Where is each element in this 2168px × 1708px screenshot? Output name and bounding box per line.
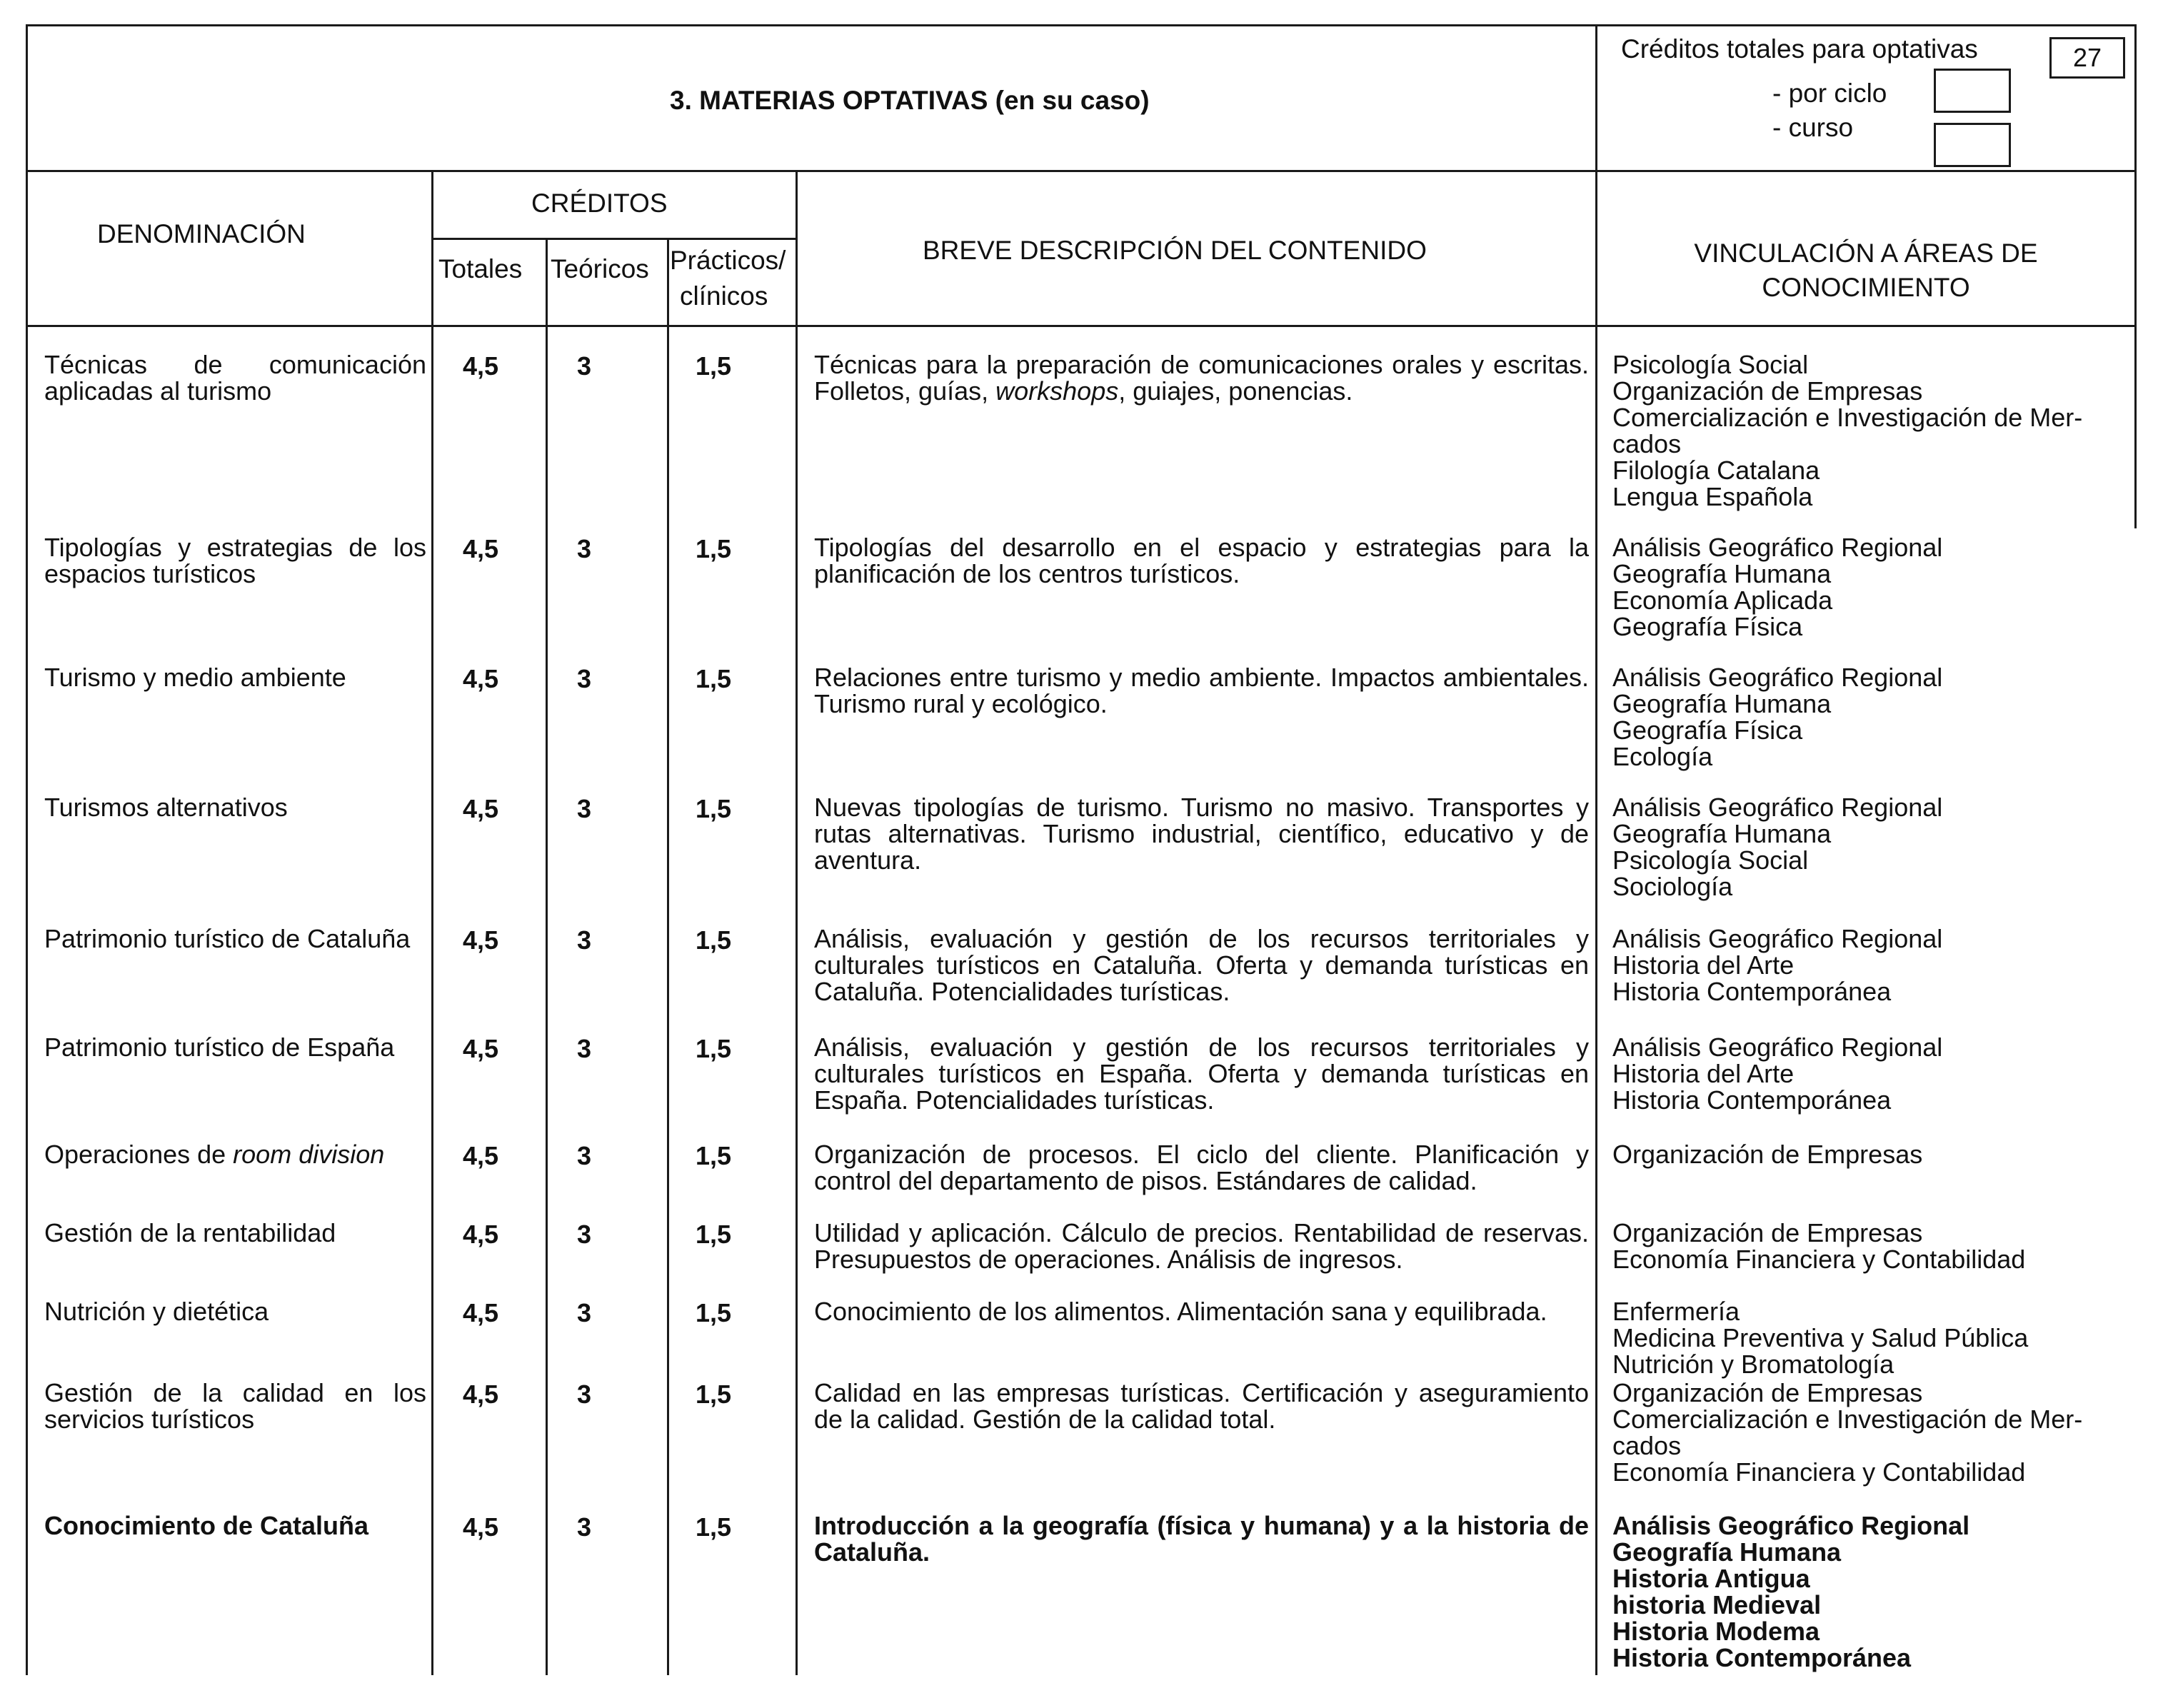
- row-denominacion: Turismo y medio ambiente: [44, 663, 346, 692]
- table-top-border: [26, 24, 2137, 26]
- area-item: Geografía Humana: [1612, 819, 1832, 848]
- col-header-practicos-line1: Prácticos/: [670, 246, 786, 275]
- row-practicos: 1,5: [696, 1512, 732, 1542]
- area-item: Ecología: [1612, 742, 1713, 771]
- row-areas: [1612, 534, 2123, 640]
- area-item: Historia Antigua: [1612, 1564, 1810, 1593]
- area-item: Historia del Arte: [1612, 1059, 1795, 1088]
- area-item: Organización de Empresas: [1612, 1218, 1923, 1247]
- row-teoricos: 3: [577, 1141, 592, 1170]
- row-areas: [1612, 1220, 2123, 1272]
- area-item: historia Medieval: [1612, 1590, 1822, 1619]
- area-item: Psicología Social: [1612, 845, 1809, 875]
- table-left-border: [26, 24, 28, 1675]
- row-descripcion: Organización de procesos. El ciclo del cliente. Planificación y control del departamento de pisos. Estándares de calidad.: [814, 1140, 1589, 1195]
- area-item: cados: [1612, 429, 1682, 458]
- area-item: Sociología: [1612, 872, 1733, 901]
- area-item: Análisis Geográfico Regional: [1612, 533, 1943, 562]
- row-practicos: 1,5: [696, 534, 732, 563]
- row-areas: [1612, 1298, 2123, 1377]
- col-header-denominacion: DENOMINACIÓN: [97, 219, 306, 248]
- row-totales: 4,5: [463, 1512, 499, 1542]
- row-totales: 4,5: [463, 794, 499, 823]
- curso-value: [1936, 125, 2009, 165]
- row-descripcion: Técnicas para la preparación de comunicaciones orales y escritas. Folletos, guías, workshops, guiajes, ponencias.: [814, 350, 1589, 406]
- area-item: Organización de Empresas: [1612, 376, 1923, 406]
- area-item: Economía Financiera y Contabilidad: [1612, 1457, 2026, 1487]
- col-divider-descripcion: [796, 170, 798, 1675]
- col-header-totales: Totales: [438, 254, 523, 283]
- row-descripcion: Análisis, evaluación y gestión de los recursos territoriales y culturales turísticos en España. Oferta y demanda turísticas en España. Potencialidades turísticas.: [814, 1033, 1589, 1115]
- area-item: Análisis Geográfico Regional: [1612, 1033, 1943, 1062]
- row-descripcion: Conocimiento de los alimentos. Alimentación sana y equilibrada.: [814, 1297, 1547, 1326]
- row-totales: 4,5: [463, 1220, 499, 1249]
- curso-label: - curso: [1772, 113, 1854, 142]
- col-divider-teoricos: [546, 238, 548, 1675]
- row-totales: 4,5: [463, 351, 499, 381]
- column-header-divider: [26, 325, 2137, 327]
- area-item: Historia Contemporánea: [1612, 977, 1892, 1006]
- col-divider-totales: [431, 170, 433, 1675]
- row-areas: [1612, 1380, 2123, 1485]
- row-areas: [1612, 1141, 2123, 1167]
- area-item: Análisis Geográfico Regional: [1612, 924, 1943, 953]
- col-header-vinculacion-line1: VINCULACIÓN A ÁREAS DE: [1694, 238, 2038, 268]
- area-item: Economía Financiera y Contabilidad: [1612, 1245, 2026, 1274]
- area-item: Comercialización e Investigación de Mer-: [1612, 1405, 2083, 1434]
- area-item: Geografía Humana: [1612, 1537, 1842, 1567]
- row-descripcion: Utilidad y aplicación. Cálculo de precios. Rentabilidad de reservas. Presupuestos de operaciones. Análisis de ingresos.: [814, 1218, 1589, 1274]
- row-practicos: 1,5: [696, 351, 732, 381]
- row-teoricos: 3: [577, 1298, 592, 1327]
- row-practicos: 1,5: [696, 1034, 732, 1063]
- row-teoricos: 3: [577, 1512, 592, 1542]
- row-descripcion: Calidad en las empresas turísticas. Certificación y aseguramiento de la calidad. Gestión de la calidad total.: [814, 1378, 1589, 1434]
- creditos-totales-value: 27: [2072, 43, 2102, 72]
- creditos-totales-box: [2049, 37, 2125, 79]
- row-teoricos: 3: [577, 925, 592, 955]
- row-totales: 4,5: [463, 1298, 499, 1327]
- area-item: Organización de Empresas: [1612, 1378, 1923, 1407]
- por-ciclo-label: - por ciclo: [1772, 79, 1887, 108]
- row-descripcion: Tipologías del desarrollo en el espacio y estrategias para la planificación de los centros turísticos.: [814, 533, 1589, 588]
- row-teoricos: 3: [577, 1220, 592, 1249]
- creditos-subheader-divider: [431, 238, 796, 240]
- row-denominacion: Turismos alternativos: [44, 793, 288, 822]
- row-totales: 4,5: [463, 1141, 499, 1170]
- area-item: Lengua Española: [1612, 482, 1813, 511]
- area-item: Nutrición y Bromatología: [1612, 1350, 1895, 1379]
- row-totales: 4,5: [463, 1034, 499, 1063]
- area-item: Geografía Física: [1612, 715, 1803, 745]
- row-totales: 4,5: [463, 534, 499, 563]
- por-ciclo-box: [1934, 69, 2011, 113]
- row-descripcion: Introducción a la geografía (física y humana) y a la historia de Cataluña.: [814, 1511, 1589, 1567]
- row-totales: 4,5: [463, 925, 499, 955]
- por-ciclo-value: [1936, 71, 2009, 111]
- area-item: Organización de Empresas: [1612, 1140, 1923, 1169]
- row-areas: [1612, 664, 2123, 770]
- area-item: Psicología Social: [1612, 350, 1809, 379]
- area-item: Enfermería: [1612, 1297, 1740, 1326]
- row-descripcion: Relaciones entre turismo y medio ambiente. Impactos ambientales. Turismo rural y ecológico.: [814, 663, 1589, 718]
- area-item: Geografía Física: [1612, 612, 1803, 641]
- row-areas: [1612, 925, 2123, 1005]
- col-header-practicos-line2: clínicos: [680, 281, 768, 311]
- row-denominacion: Conocimiento de Cataluña: [44, 1511, 369, 1540]
- area-item: Medicina Preventiva y Salud Pública: [1612, 1323, 2029, 1352]
- col-header-descripcion: BREVE DESCRIPCIÓN DEL CONTENIDO: [923, 236, 1427, 265]
- area-item: Filología Catalana: [1612, 456, 1820, 485]
- row-practicos: 1,5: [696, 1298, 732, 1327]
- row-teoricos: 3: [577, 1380, 592, 1409]
- col-header-creditos: CRÉDITOS: [531, 189, 668, 218]
- area-item: Historia del Arte: [1612, 950, 1795, 980]
- row-teoricos: 3: [577, 794, 592, 823]
- area-item: Historia Contemporánea: [1612, 1643, 1912, 1672]
- area-item: Análisis Geográfico Regional: [1612, 793, 1943, 822]
- row-denominacion: Técnicas de comunicación aplicadas al turismo: [44, 350, 426, 406]
- title-credits-divider: [1595, 24, 1597, 1675]
- row-denominacion: Gestión de la calidad en los servicios turísticos: [44, 1378, 426, 1434]
- row-denominacion: Nutrición y dietética: [44, 1297, 269, 1326]
- row-teoricos: 3: [577, 534, 592, 563]
- area-item: Geografía Humana: [1612, 559, 1832, 588]
- area-item: Análisis Geográfico Regional: [1612, 663, 1943, 692]
- row-denominacion: Tipologías y estrategias de los espacios turísticos: [44, 533, 426, 588]
- row-denominacion: Gestión de la rentabilidad: [44, 1218, 336, 1247]
- row-areas: [1612, 1034, 2123, 1113]
- area-item: Comercialización e Investigación de Mer-: [1612, 403, 2083, 432]
- row-practicos: 1,5: [696, 925, 732, 955]
- row-descripcion: Análisis, evaluación y gestión de los recursos territoriales y culturales turísticos en Cataluña. Oferta y demanda turísticas en Cataluña. Potencialidades turísticas.: [814, 924, 1589, 1006]
- row-practicos: 1,5: [696, 1220, 732, 1249]
- area-item: Geografía Humana: [1612, 689, 1832, 718]
- header-divider: [26, 170, 2137, 172]
- row-denominacion: Operaciones de room division: [44, 1140, 385, 1169]
- row-descripcion: Nuevas tipologías de turismo. Turismo no masivo. Transportes y rutas alternativas. Turismo industrial, científico, educativo y de aventura.: [814, 793, 1589, 875]
- area-item: Historia Contemporánea: [1612, 1085, 1892, 1115]
- row-areas: [1612, 1512, 2123, 1671]
- curso-box: [1934, 123, 2011, 167]
- area-item: Historia Modema: [1612, 1617, 1820, 1646]
- row-teoricos: 3: [577, 351, 592, 381]
- row-practicos: 1,5: [696, 1380, 732, 1409]
- creditos-totales-label: Créditos totales para optativas: [1621, 34, 1978, 64]
- row-teoricos: 3: [577, 1034, 592, 1063]
- col-divider-practicos: [667, 238, 669, 1675]
- row-practicos: 1,5: [696, 664, 732, 693]
- table-right-border: [2134, 24, 2137, 528]
- col-header-vinculacion-line2: CONOCIMIENTO: [1762, 273, 1970, 302]
- row-practicos: 1,5: [696, 1141, 732, 1170]
- row-denominacion: Patrimonio turístico de Cataluña: [44, 924, 411, 953]
- row-totales: 4,5: [463, 664, 499, 693]
- row-areas: [1612, 351, 2123, 510]
- row-teoricos: 3: [577, 664, 592, 693]
- row-totales: 4,5: [463, 1380, 499, 1409]
- row-areas: [1612, 794, 2123, 900]
- area-item: cados: [1612, 1431, 1682, 1460]
- area-item: Análisis Geográfico Regional: [1612, 1511, 1970, 1540]
- row-denominacion: Patrimonio turístico de España: [44, 1033, 395, 1062]
- area-item: Economía Aplicada: [1612, 586, 1833, 615]
- col-header-teoricos: Teóricos: [551, 254, 649, 283]
- row-practicos: 1,5: [696, 794, 732, 823]
- section-title: 3. MATERIAS OPTATIVAS (en su caso): [670, 86, 1150, 115]
